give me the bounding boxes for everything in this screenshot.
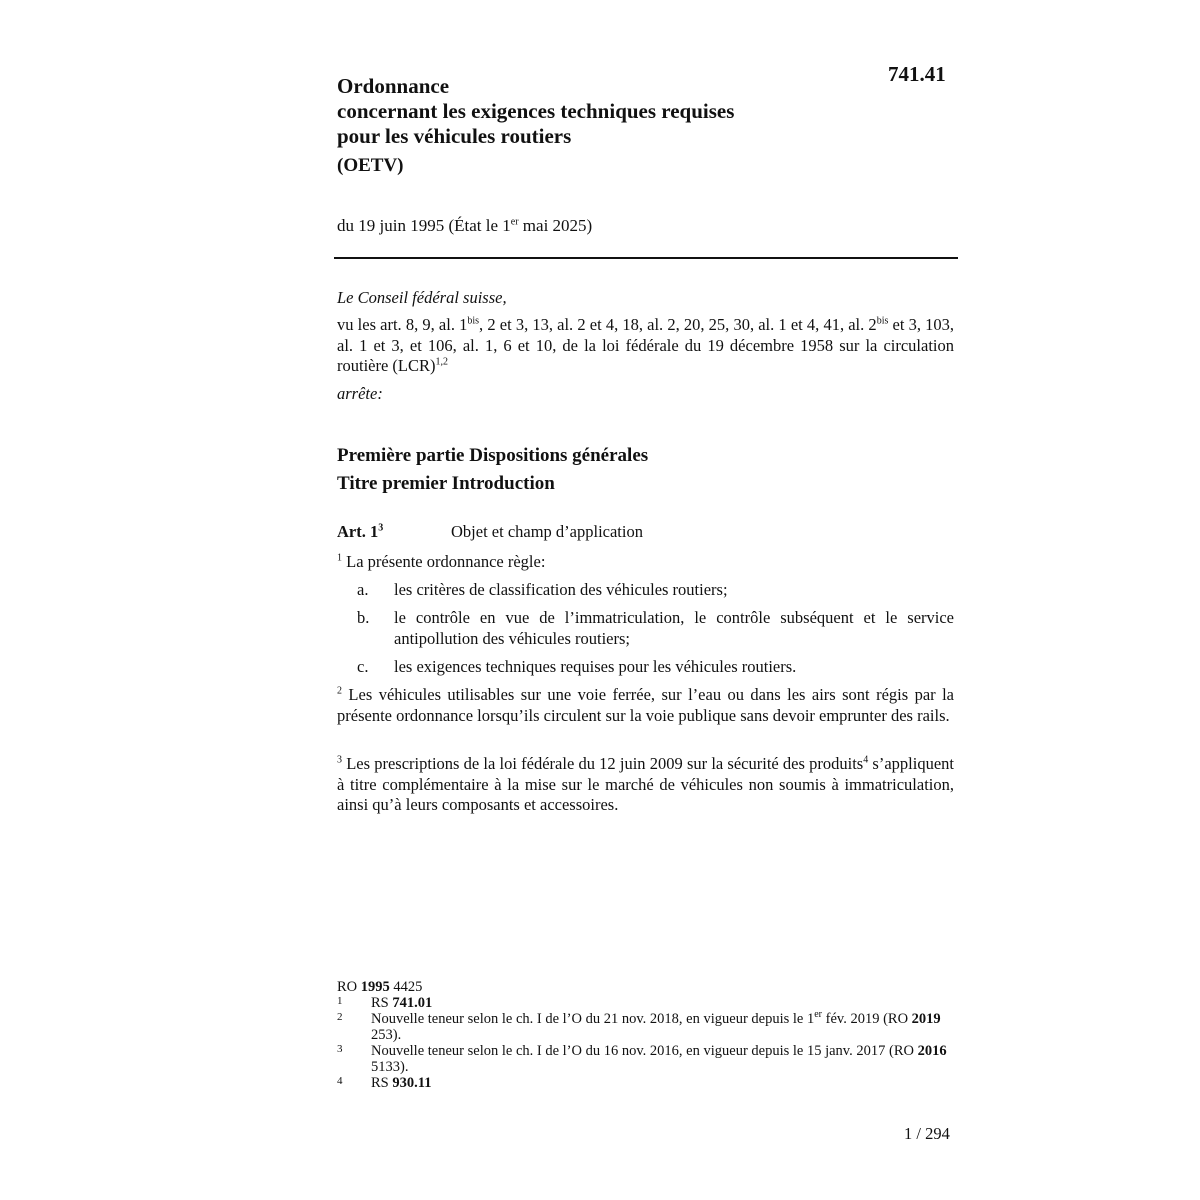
paragraph-3: $^3$ Les prescriptions de la loi fédérale du 12 juin 2009 sur la sécurité des produits$^4$ s’appliquent à titre complémentaire à la mise sur le marché de véhicules non soumis à immatriculation, ainsi qu’à leurs composants et accessoires. [337, 754, 954, 814]
title-heading: Titre premier Introduction [337, 473, 555, 494]
abbreviation: (OETV) [337, 155, 404, 176]
footnotes [337, 979, 954, 1091]
title-line: concernant les exigences techniques requises [337, 99, 735, 123]
list-item: a. les critères de classification des véhicules routiers; [357, 580, 728, 599]
title-line: Ordonnance [337, 74, 450, 98]
paragraph-1: $^1$ La présente ordonnance règle: [337, 552, 546, 571]
preamble-legal-basis: vu les art. 8, 9, al. $1^{bis}$, 2 et 3, 13, al. 2 et 4, 18, al. 2, 20, 25, 30, al. 1 et 4, 41, al. $2^{bis}$ et 3, 103, al. 1 et 3, et 106, al. 1, 6 et 10, de la loi fédérale du 19 décembre 1958 sur la circulation routière (LCR)$^{1,2}$ [337, 315, 955, 375]
document-title [337, 74, 837, 149]
footnote-3: 3 Nouvelle teneur selon le ch. I de l’O du 16 nov. 2016, en vigueur depuis le 15 janv. 2017 (RO 2016 5133). [337, 1043, 947, 1075]
paragraph-2: $^2$ Les véhicules utilisables sur une voie ferrée, sur l’eau ou dans les airs sont régis par la présente ordonnance lorsqu’ils circulent sur la voie publique sans devoir emprunter des rails. [337, 685, 954, 725]
preamble-authority: Le Conseil fédéral suisse, [337, 288, 507, 307]
footnote-2: 2 Nouvelle teneur selon le ch. I de l’O du 21 nov. 2018, en vigueur depuis le 1er fév. 2019 (RO 2019 253). [337, 1009, 941, 1043]
header-divider [334, 257, 958, 259]
page-number: 1 / 294 [904, 1124, 950, 1143]
footnote-1: 1 RS 741.01 [337, 995, 433, 1011]
list-item: b. le contrôle en vue de l’immatriculation, le contrôle subséquent et le service antipollution des véhicules routiers; [357, 608, 954, 648]
list-item: c. les exigences techniques requises pour les véhicules routiers. [357, 657, 797, 676]
part-heading: Première partie Dispositions générales [337, 445, 649, 466]
article-heading: Art. $1^3$ Objet et champ d’application [337, 522, 643, 541]
preamble-decree: arrête: [337, 384, 383, 403]
document-date: du 19 juin 1995 (État le 1er mai 2025) [337, 216, 593, 235]
ro-reference: RO 1995 4425 [337, 979, 423, 995]
footnote-4: 4 RS 930.11 [337, 1075, 432, 1091]
title-line: pour les véhicules routiers [337, 124, 572, 148]
sr-number: 741.41 [888, 62, 946, 86]
